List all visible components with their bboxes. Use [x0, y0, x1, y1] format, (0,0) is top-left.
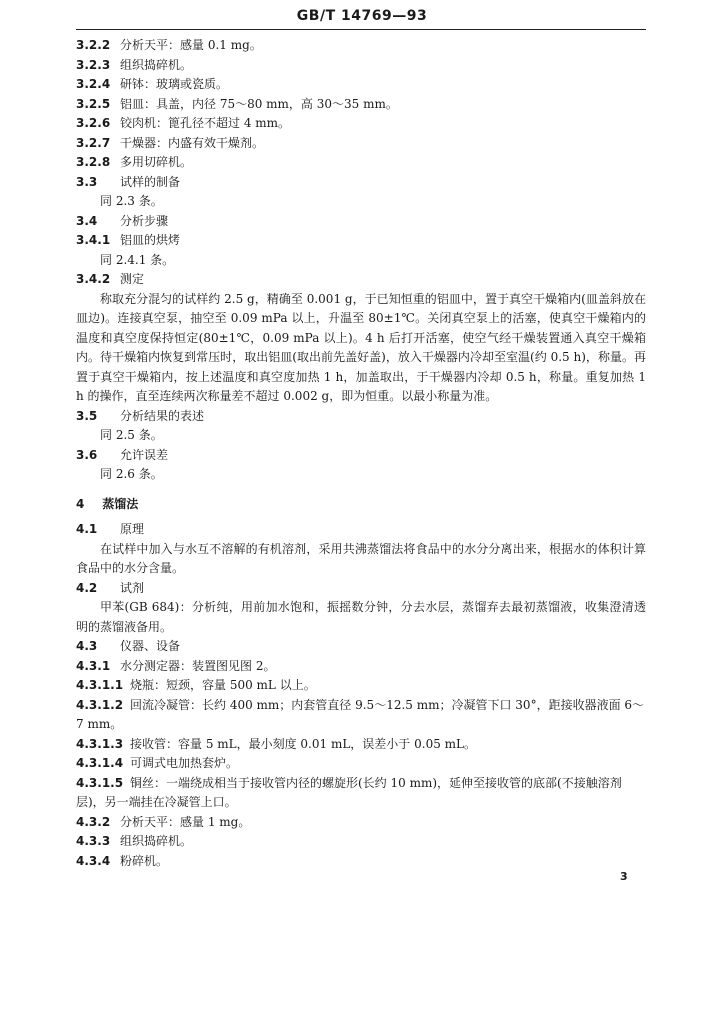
clause-number: 3.2.7: [76, 135, 111, 150]
indented-line: 同 2.3 条。: [100, 194, 163, 208]
clause-line: [76, 407, 646, 427]
clause-line: [76, 832, 646, 852]
clause-4-1: [76, 520, 646, 540]
clause-line: [76, 774, 646, 813]
clause-list-3-5: [76, 407, 646, 485]
clause-line: [76, 676, 646, 696]
clause-text: 回流冷凝管：长约 400 mm；内套管直径 9.5～12.5 mm；冷凝管下口 30°，距接收器液面 6～7 mm。: [76, 697, 645, 731]
clause-number: 3.6: [76, 447, 98, 462]
clause-text: 允许误差: [120, 447, 169, 462]
standard-header: GB/T 14769—93: [296, 8, 428, 24]
clause-line: [76, 212, 646, 232]
clause-line: [76, 95, 646, 115]
clause-text: 烧瓶：短颈，容量 500 mL 以上。: [130, 678, 316, 692]
clause-number: 4.3.1: [76, 658, 111, 673]
clause-text: 仪器、设备: [120, 639, 181, 653]
clause-text: 研钵：玻璃或瓷质。: [120, 77, 229, 91]
clause-text: 水分测定器：装置图见图 2。: [120, 658, 276, 673]
header-rule: [76, 29, 646, 30]
indented-line: 同 2.6 条。: [100, 467, 163, 481]
clause-text: 组织捣碎机。: [120, 834, 193, 848]
clause-text: 试样的制备: [120, 174, 181, 189]
clause-number: 3.3: [76, 174, 98, 189]
section-number: 4: [76, 496, 85, 511]
document-body: [76, 36, 646, 871]
clause-text: 铝皿的烘烤: [120, 233, 181, 247]
clause-line: [76, 153, 646, 173]
clause-text: 原理: [120, 522, 145, 536]
clause-line: [76, 696, 646, 735]
clause-number: 3.2.4: [76, 77, 111, 91]
clause-number: 4.2: [76, 580, 98, 595]
clause-number: 4.3.2: [76, 814, 111, 829]
clause-text: 接收管：容量 5 mL，最小刻度 0.01 mL，误差小于 0.05 mL。: [130, 736, 477, 751]
clause-number: 3.4.2: [76, 272, 111, 286]
clause-line: [76, 735, 646, 755]
clause-text: 粉碎机。: [120, 853, 169, 868]
clause-line: [76, 56, 646, 76]
clause-number: 3.2.5: [76, 96, 111, 111]
clause-number: 4.3.1.3: [76, 736, 124, 751]
clause-line: [76, 173, 646, 193]
clause-text: 铜丝：一端绕成相当于接收管内径的螺旋形(长约 10 mm)，延伸至接收管的底部(不接触溶剂层)，另一端挂在冷凝管上口。: [76, 775, 622, 809]
clause-line: [76, 231, 646, 251]
clause-line: [76, 36, 646, 56]
clause-text: 铝皿：具盖，内径 75～80 mm，高 30～35 mm。: [120, 96, 398, 111]
clause-number: 3.2.8: [76, 155, 111, 169]
clause-text: 分析天平：感量 1 mg。: [120, 814, 251, 829]
clause-number: 4.3.1.1: [76, 678, 124, 692]
clause-number: 4.3: [76, 639, 98, 653]
clause-list-3-2: [76, 36, 646, 290]
section-title: 蒸馏法: [102, 496, 139, 511]
indented-line: 同 2.5 条。: [100, 428, 163, 442]
clause-number: 4.3.1.4: [76, 756, 124, 770]
clause-number: 3.4: [76, 213, 98, 228]
clause-number: 3.4.1: [76, 233, 111, 247]
clause-text: 分析天平：感量 0.1 mg。: [120, 38, 262, 52]
clause-line: [76, 114, 646, 134]
clause-line: [76, 657, 646, 677]
section-4-heading: [76, 495, 646, 515]
paragraph-4-1: 在试样中加入与水互不溶解的有机溶剂，采用共沸蒸馏法将食品中的水分分离出来，根据水的体积计算食品中的水分含量。: [76, 541, 646, 575]
clause-number: 4.3.4: [76, 853, 111, 868]
clause-number: 3.2.2: [76, 38, 111, 52]
clause-text: 干燥器：内盛有效干燥剂。: [120, 135, 265, 150]
paragraph-4-2: 甲苯(GB 684)：分析纯，用前加水饱和，振摇数分钟，分去水层，蒸馏弃去最初蒸馏液，收集澄清透明的蒸馏液备用。: [76, 600, 646, 634]
clause-line: [76, 754, 646, 774]
clause-number: 4.3.1.5: [76, 775, 124, 790]
clause-number: 3.2.3: [76, 57, 111, 72]
clause-text: 铰肉机：篦孔径不超过 4 mm。: [120, 116, 291, 130]
clause-text: 多用切碎机。: [120, 155, 193, 169]
clause-list-4-3: [76, 637, 646, 871]
clause-text: 测定: [120, 272, 145, 286]
clause-text: 试剂: [120, 580, 145, 595]
clause-line: [76, 813, 646, 833]
clause-number: 3.2.6: [76, 116, 111, 130]
clause-number: 4.3.1.2: [76, 697, 124, 712]
paragraph-3-4-2: 称取充分混匀的试样约 2.5 g，精确至 0.001 g，于已知恒重的铝皿中，置于真空干燥箱内(皿盖斜放在皿边)。连接真空泵，抽空至 0.09 mPa 以上，升温至 80±1℃。关闭真空泵上的活塞，使真空干燥箱内的温度和真空度保持恒定(80±1℃，0.09 mPa 以上)。4 h 后打开活塞，使空气经干燥装置通入真空干燥箱内。待干燥箱内恢复到常压时，取出铝皿(取出前先盖好盖)，放入干燥器内冷却至室温(约 0.5 h)，称量。再置于真空干燥箱内，按上述温度和真空度加热 1 h，加盖取出，于干燥器内冷却 0.5 h，称量。重复加热 1 h 的操作，直至连续两次称量差不超过 0.002 g，即为恒重。以最小称量为准。: [76, 291, 646, 403]
clause-line: [76, 134, 646, 154]
page-number: 3: [620, 870, 628, 883]
clause-number: 4.3.3: [76, 834, 111, 848]
clause-line: [76, 852, 646, 872]
clause-line: [76, 270, 646, 290]
indented-line: 同 2.4.1 条。: [100, 252, 175, 267]
clause-text: 分析步骤: [120, 213, 169, 228]
clause-line: [76, 75, 646, 95]
clause-number: 3.5: [76, 408, 98, 423]
clause-number: 4.1: [76, 522, 98, 536]
clause-text: 分析结果的表述: [120, 408, 205, 423]
clause-line: [76, 446, 646, 466]
clause-4-2: [76, 579, 646, 599]
clause-line: [76, 637, 646, 657]
clause-text: 可调式电加热套炉。: [130, 756, 239, 770]
clause-text: 组织捣碎机。: [120, 57, 193, 72]
